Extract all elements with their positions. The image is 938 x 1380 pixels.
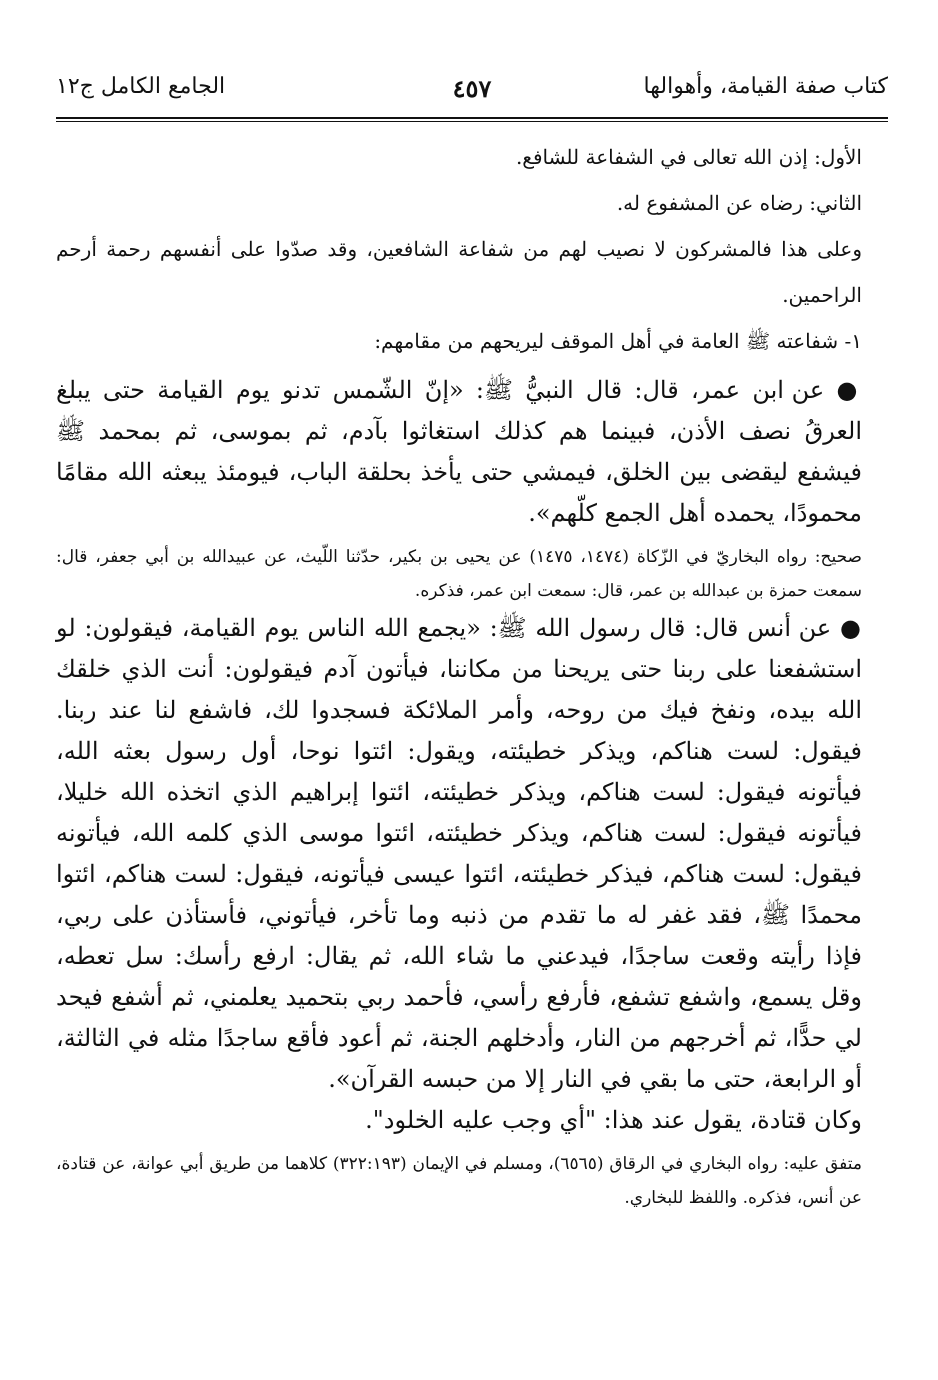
paragraph-conclusion: وعلى هذا فالمشركون لا نصيب لهم من شفاعة الشافعين، وقد صدّوا على أنفسهم رحمة أرحم الراحمين. [56, 237, 862, 307]
header-rule-thick [56, 117, 888, 119]
footnote-ibn-umar: صحيح: رواه البخاريّ في الزّكاة (١٤٧٤، ١٤٧٥) عن يحيى بن بكير، حدّثنا اللّيث، عن عبيدالله بن أبي جعفر، قال: سمعت حمزة بن عبدالله بن عمر، قال: سمعت ابن عمر، فذكره. [56, 547, 862, 601]
chapter-title: كتاب صفة القيامة، وأهوالها [643, 74, 888, 99]
book-title: الجامع الكامل ج١٢ [56, 74, 226, 99]
header-rule-thin [56, 121, 888, 122]
qatada-comment: وكان قتادة، يقول عند هذا: "أي وجب عليه الخلود". [365, 1106, 862, 1134]
hadith-anas: ● عن أنس قال: قال رسول الله ﷺ: «يجمع الله الناس يوم القيامة، فيقولون: لو استشفعنا على ربنا حتى يريحنا من مكاننا، فيأتون آدم فيقولون: أنت الذي خلقك الله بيده، ونفخ فيك من روحه، وأمر الملائكة فسجدوا لك، فاشفع لنا عند ربنا. فيقول: لست هناكم، ويذكر خطيئته، ويقول: ائتوا نوحا، أول رسول بعثه الله، فيأتونه فيقول: لست هناكم، ويذكر خطيئته، ائتوا إبراهيم الذي اتخذه الله خليلا، فيأتونه فيقول: لست هناكم، ويذكر خطيئته، ائتوا موسى الذي كلمه الله، فيأتونه فيقول: لست هناكم، فيذكر خطيئته، ائتوا عيسى فيأتونه، فيقول: لست هناكم، ائتوا محمدًا ﷺ، فقد غفر له ما تقدم من ذنبه وما تأخر، فيأتوني، فأستأذن على ربي، فإذا رأيته وقعت ساجدًا، فيدعني ما شاء الله، ثم يقال: ارفع رأسك: سل تعطه، وقل يسمع، واشفع تشفع، فأرفع رأسي، فأحمد ربي بتحميد يعلمني، ثم أشفع فيحد لي حدًّا، ثم أخرجهم من النار، وأدخلهم الجنة، ثم أعود فأقع ساجدًا مثله في الثالثة، أو الرابعة، حتى ما بقي في النار إلا من حبسه القرآن». [56, 608, 888, 1100]
footnote-anas: متفق عليه: رواه البخاري في الرقاق (٦٥٦٥)، ومسلم في الإيمان (٣٢٢:١٩٣) كلاهما من طريق أبي عوانة، عن قتادة، عن أنس، فذكره. واللفظ للبخاري. [56, 1154, 863, 1208]
hadith-ibn-umar: ● عن ابن عمر، قال: قال النبيُّ ﷺ: «إنّ الشّمس تدنو يوم القيامة حتى يبلغ العرقُ نصف الأذن، فبينما هم كذلك استغاثوا بآدم، ثم بموسى، ثم بمحمد ﷺ فيشفع ليقضى بين الخلق، فيمشي حتى يأخذ بحلقة الباب، فيومئذ يبعثه الله مقامًا محمودًا، يحمده أهل الجمع كلّهم». [56, 370, 888, 534]
page-body [56, 134, 888, 1215]
paragraph-first-condition: الأول: إذن الله تعالى في الشفاعة للشافع. [515, 145, 862, 169]
page-number: ٤٥٧ [452, 74, 492, 103]
page-header [56, 62, 888, 114]
section-heading: ١- شفاعته ﷺ العامة في أهل الموقف ليريحهم من مقامهم: [374, 329, 862, 353]
paragraph-second-condition: الثاني: رضاه عن المشفوع له. [616, 191, 862, 215]
